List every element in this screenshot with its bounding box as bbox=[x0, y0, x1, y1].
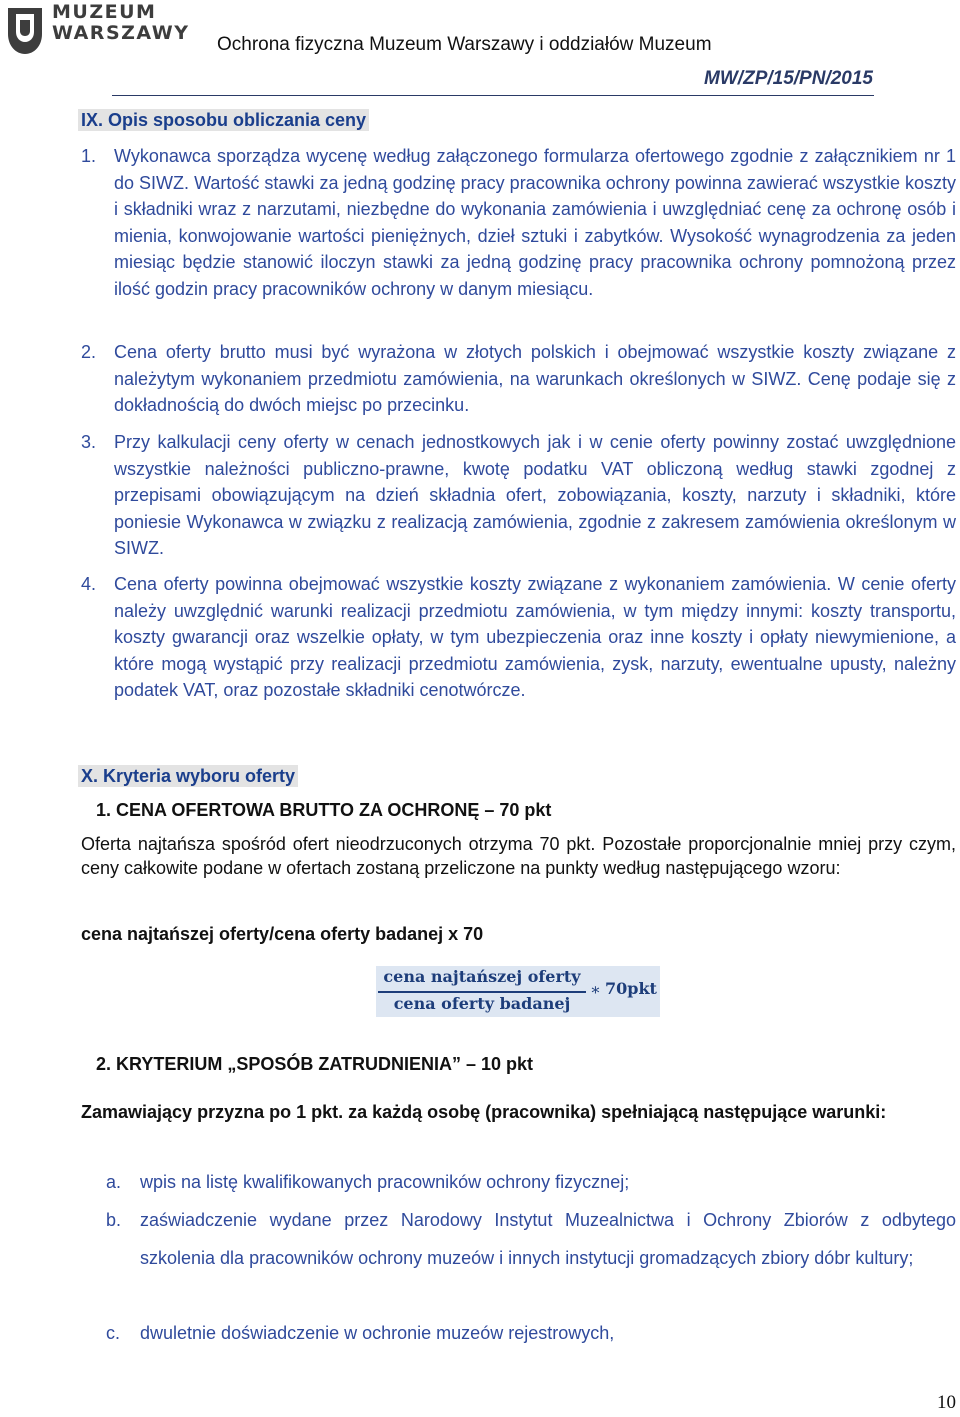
formula-denominator: cena oferty badanej bbox=[393, 994, 571, 1013]
header-title: Ochrona fizyczna Muzeum Warszawy i oddziałów Muzeum bbox=[217, 34, 712, 55]
list-item bbox=[81, 339, 956, 419]
list-item-text: Cena oferty powinna obejmować wszystkie koszty związane z wykonaniem zamówienia. W cenie oferty należy uwzględnić warunki realizacji przedmiotu zamówienia, w tym między innymi: koszty transportu, koszty gwarancji oraz wszelkie opłaty, w tym ubezpieczenia oraz inne koszty i opłaty niewymienione, a które mogą wystąpić przy realizacji przedmiotu zamówienia, zysk, narzuty, ewentualne upusty, należny podatek VAT, oraz pozostałe składniki cenotwórcze. bbox=[114, 574, 956, 700]
list-item-number: 3. bbox=[81, 432, 97, 452]
condition-text: zaświadczenie wydane przez Narodowy Instytut Muzealnictwa i Ochrony Zbiorów z odbytego szkolenia dla pracowników ochrony muzeów i innych instytucji gromadzących zbiory dóbr kultury; bbox=[140, 1210, 956, 1268]
criterion-1-formula-text: cena najtańszej oferty/cena oferty badanej x 70 bbox=[81, 924, 484, 944]
list-item-number: 1. bbox=[81, 146, 97, 166]
condition-text: wpis na listę kwalifikowanych pracowników ochrony fizycznej; bbox=[140, 1172, 630, 1192]
condition-letter: a. bbox=[106, 1172, 122, 1192]
list-item bbox=[81, 429, 956, 562]
logo-line-1: MUZEUM bbox=[52, 1, 157, 23]
condition-text: dwuletnie doświadczenie w ochronie muzeów rejestrowych, bbox=[140, 1323, 615, 1343]
museum-logo-text bbox=[52, 2, 189, 44]
section-heading-ix: IX. Opis sposobu obliczania ceny bbox=[78, 109, 369, 131]
formula-multiply-sign: ∗ bbox=[590, 980, 601, 999]
section-heading-x: X. Kryteria wyboru oferty bbox=[78, 765, 298, 787]
header-divider bbox=[112, 95, 874, 96]
criterion-1-description: Oferta najtańsza spośród ofert nieodrzuconych otrzyma 70 pkt. Pozostałe proporcjonalnie mniej przy czym, ceny całkowite podane w ofertach zostaną przeliczone na punkty według następującego wzoru: bbox=[81, 834, 956, 878]
list-item-number: 4. bbox=[81, 574, 97, 594]
list-item bbox=[81, 571, 956, 731]
criterion-1-heading: 1. CENA OFERTOWA BRUTTO ZA OCHRONĘ – 70 pkt bbox=[96, 800, 552, 820]
list-item bbox=[81, 143, 956, 328]
list-item-text: Wykonawca sporządza wycenę według załączonego formularza ofertowego zgodnie z załącznikiem nr 1 do SIWZ. Wartość stawki za jedną godzinę pracy pracownika ochrony powinna zawierać wszystkie koszty i składniki wraz z narzutami, niezbędne do wykonania zamówienia i uwzględniać cenę za ochronę osób i mienia, konwojowanie wartości pieniężnych, dzieł sztuki i zabytków. Wysokość wynagrodzenia za jeden miesiąc będzie stanowić iloczyn stawki za jedną godzinę pracy pracownika ochrony pomnożoną przez ilość godzin pracy pracowników ochrony w danym miesiącu. bbox=[114, 146, 956, 299]
criterion-2-description: Zamawiający przyzna po 1 pkt. za każdą osobę (pracownika) spełniającą następujące warunki: bbox=[81, 1102, 887, 1122]
formula-fraction-line bbox=[378, 991, 586, 993]
list-item-number: 2. bbox=[81, 342, 97, 362]
page-number: 10 bbox=[937, 1392, 956, 1413]
museum-logo-icon bbox=[6, 4, 44, 60]
list-item-text: Cena oferty brutto musi być wyrażona w złotych polskich i obejmować wszystkie koszty związane z należytym wykonaniem przedmiotu zamówienia, na warunkach określonych w SIWZ. Cenę podaje się z dokładnością do dwóch miejsc po przecinku. bbox=[114, 342, 956, 415]
condition-item bbox=[106, 1201, 956, 1315]
price-formula bbox=[376, 966, 660, 1017]
condition-letter: b. bbox=[106, 1210, 122, 1230]
criterion-2-heading: 2. KRYTERIUM „SPOSÓB ZATRUDNIENIA” – 10 pkt bbox=[96, 1054, 534, 1074]
document-code: MW/ZP/15/PN/2015 bbox=[704, 68, 873, 89]
formula-numerator: cena najtańszej oferty bbox=[383, 967, 581, 986]
logo-line-2: WARSZAWY bbox=[52, 22, 190, 44]
condition-letter: c. bbox=[106, 1323, 121, 1343]
formula-points: 70pkt bbox=[605, 979, 657, 998]
list-item-text: Przy kalkulacji ceny oferty w cenach jednostkowych jak i w cenie oferty powinny zostać uwzględnione wszystkie należności publiczno-prawne, kwotę podatku VAT obliczoną według stawki zgodnej z przepisami obowiązującym na dzień składnia ofert, zobowiązania, koszty, narzuty i składniki, które poniesie Wykonawca w związku z realizacją zamówienia, zgodnie z zakresem zamówienia określonym w SIWZ. bbox=[114, 432, 956, 558]
